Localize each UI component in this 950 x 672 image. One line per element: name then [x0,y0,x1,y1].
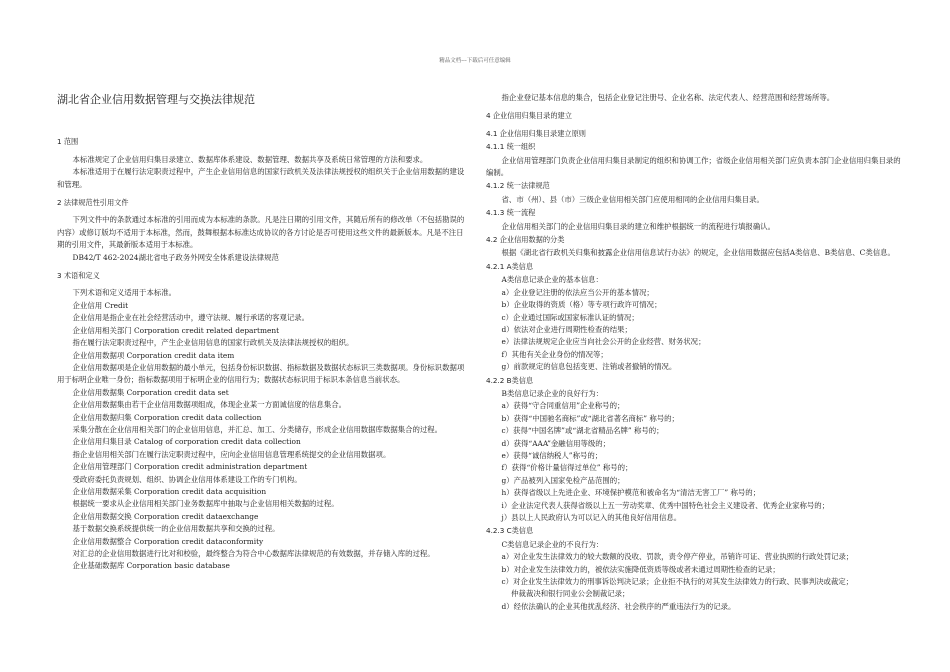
term-line: 企业信用 Credit [72,300,129,310]
section-3-heading: 3 术语和定义 [57,271,100,281]
subsection-heading: 4.2.2 B类信息 [486,375,534,385]
term-line: 指企业信用相关部门在履行法定职责过程中，应向企业信用信息管理系统提交的企业信用数据项。 [72,449,391,459]
list-item: h）获得省级以上先进企业、环境保护模范和被命名为“清洁无害工厂” 称号的； [501,488,761,498]
section-4-heading: 4 企业信用归集目录的建立 [486,111,572,121]
list-item: f）获得“价格计量信得过单位” 称号的； [501,463,633,473]
paragraph: 本标准规定了企业信用归集目录建立、数据库体系建设、数据管理、数据共享及系统日常管理的方法和要求。 [72,154,428,164]
list-item: a）对企业发生法律效力的较大数额的没收、罚款，责令停产停业，吊销许可证、营业执照的行政处罚记录； [501,552,854,562]
term-line: 指在履行法定职责过程中，产生企业信用信息的国家行政机关及法律法规授权的组织。 [72,338,354,348]
list-item-continuation: 仲裁裁决和银行同业公会制裁记录； [511,589,630,599]
paragraph: 企业信用管理部门负责企业信用归集目录制定的组织和协调工作；省级企业信用相关部门应负责本部门企业信用归集目录的编制。 [486,155,901,178]
list-item: g）产品被列入国家免检产品范围的； [501,475,625,485]
subsection-heading: 4.2 企业信用数据的分类 [486,235,565,245]
list-item: c）获得“中国名牌”或“湖北省精品名牌” 称号的； [501,426,664,436]
list-item: j）县以上人民政府认为可以记入的其他良好信用信息。 [501,513,682,522]
list-item: e）获得“诚信纳税人”称号的； [501,450,603,460]
list-intro: C类信息记录企业的不良行为： [501,539,604,549]
term-line: 企业信用数据采集 Corporation credit data acquisition [72,486,267,496]
term-line: 企业信用是指企业在社会经营活动中，遵守法规、履行承诺的客观记录。 [72,313,310,323]
document-title: 湖北省企业信用数据管理与交换法律规范 [57,93,255,106]
list-item: b）对企业发生法律效力的，被依法实施降低资质等级或者未通过周期性检查的记录； [501,564,780,574]
term-line: 下列术语和定义适用于本标准。 [72,288,177,298]
paragraph: 根据《湖北省行政机关归集和披露企业信用信息试行办法》的规定，企业信用数据应包括A类信息、B类信息、C类信息。 [501,248,895,258]
paragraph: 省、市（州）、县（市）三级企业信用相关部门应使用相同的企业信用归集目录。 [501,194,764,204]
term-line: 采集分散在企业信用相关部门的企业信用信息，并汇总、加工、分类储存，形成企业信用数据库数据集合的过程。 [72,424,443,434]
section-1-heading: 1 范围 [57,137,79,147]
subsection-heading: 4.2.3 C类信息 [486,526,534,536]
term-line: 企业信用相关部门 Corporation credit related department [72,325,280,335]
list-item: d）依法对企业进行周期性检查的结果； [501,324,632,334]
paragraph: 下列文件中的条款通过本标准的引用而成为本标准的条款。凡是注日期的引用文件，其随后所有的修改单（不包括勘误的内容）或修订版均不适用于本标准，然而，鼓舞根据本标准达成协议的各方讨论是否可使用这些文件的最新版本。凡是不注日期的引用文件，其最新版本适用于本标准。 [57,215,465,250]
paragraph: DB42/T 462-2024湖北省电子政务外网安全体系建设法律规范 [72,252,279,262]
list-item: c）企业通过国际或国家标准认证的情况； [501,312,639,322]
list-item: i）企业法定代表人获得省级以上五一劳动奖章、优秀中国特色社会主义建设者、优秀企业家称号的； [501,500,830,510]
paragraph: 本标准适用于在履行法定职责过程中，产生企业信用信息的国家行政机关及法律法规授权的组织关于企业信用数据的建设和管理。 [57,167,465,189]
subsection-heading: 4.1.3 统一流程 [486,208,536,218]
term-line: 受政府委托负责规划、组织、协调企业信用体系建设工作的专门机构。 [72,474,302,484]
term-line: 企业信用管理部门 Corporation credit administration department [72,462,308,472]
term-line: 基于数据交换系统提供统一的企业信用数据共享和交换的过程。 [72,524,280,534]
section-2-heading: 2 法律规范性引用文件 [57,198,129,208]
subsection-heading: 4.1.2 统一法律规范 [486,181,550,191]
list-item: b）企业取得的资质（格）等专项行政许可情况； [501,300,662,310]
term-line: 对汇总的企业信用数据进行比对和校验，最终整合为符合中心数据库法律规范的有效数据，并存储入库的过程。 [72,549,435,558]
list-intro: B类信息记录企业的良好行为： [501,388,604,398]
subsection-heading: 4.1 企业信用归集目录建立原则 [486,128,586,138]
list-item: f）其他有关企业身份的情况等； [501,349,608,359]
list-item: a）获得“守合同重信用”企业称号的； [501,401,625,411]
term-line: 企业信用数据集 Corporation credit data set [72,387,229,397]
left-column [57,90,470,573]
list-item: g）前款规定的信息包括变更、注销或者撤销的情况。 [501,362,677,372]
subsection-heading: 4.2.1 A类信息 [486,261,534,271]
term-line: 企业信用数据项 Corporation credit data item [72,350,235,360]
page-header: 精品文档---下载后可任意编辑 [439,58,511,64]
term-line: 企业基础数据库 Corporation basic database [72,561,230,571]
term-line: 企业信用归集目录 Catalog of corporation credit data collection [72,437,301,447]
list-item: c）对企业发生法律效力的刑事诉讼判决记录；企业拒不执行的对其发生法律效力的行政、民事判决或裁定； [501,577,854,587]
term-line: 企业信用数据归集 Corporation credit data collection [72,412,262,422]
term-line: 企业信用数据整合 Corporation credit dataconformity [72,536,264,546]
term-line: 根据统一要求从企业信用相关部门业务数据库中抽取与企业信用相关数据的过程。 [72,499,339,509]
list-item: b）获得“中国驰名商标”或“湖北省著名商标” 称号的； [501,413,679,423]
subsection-heading: 4.1.1 统一组织 [486,142,536,152]
list-item: d）获得“AAA”金融信用等级的； [501,438,611,448]
list-item: e）法律法规规定企业应当向社会公开的企业经营、财务状况； [501,337,706,347]
term-line: 企业信用数据项是企业信用数据的最小单元，包括身份标识数据、指标数据及数据状态标识三类数据项。身份标识数据项用于标明企业唯一身份；指标数据项用于标明企业的信用行为；数据状态标识用于标识本条信息当前状态。 [57,362,465,385]
list-item: a）企业登记注册的依法应当公开的基本情况； [501,287,654,297]
paragraph: 企业信用相关部门的企业信用归集目录的建立和维护根据统一的流程进行填报确认。 [501,221,775,231]
list-intro: A类信息记录企业的基本信息： [501,275,603,285]
term-line: 企业信用数据交换 Corporation credit dataexchange [72,511,259,521]
paragraph: 指企业登记基本信息的集合，包括企业登记注册号、企业名称、法定代表人、经营范围和经营场所等。 [501,93,835,102]
term-line: 企业信用数据集由若干企业信用数据项组成，体现企业某一方面诚信度的信息集合。 [72,400,346,410]
list-item: d）经依法确认的企业其他扰乱经济、社会秩序的严重违法行为的记录。 [501,601,736,611]
right-column [486,92,904,613]
